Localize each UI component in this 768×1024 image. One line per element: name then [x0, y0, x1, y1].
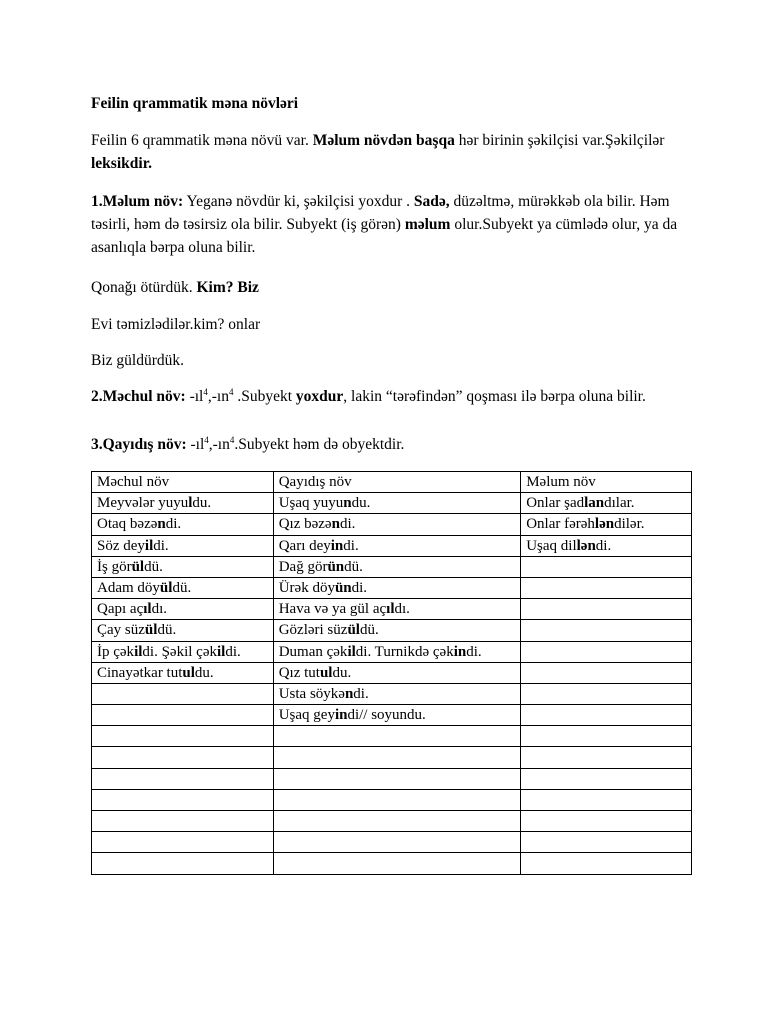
bold-text: il — [216, 643, 226, 660]
text-run: Ürək döy — [278, 579, 335, 596]
malum-cell — [521, 747, 692, 768]
text-run: .Subyekt — [233, 388, 296, 405]
bold-text: 2.Məchul növ: — [91, 388, 186, 405]
bold-text: lan — [584, 495, 605, 512]
qayidis-cell — [273, 641, 521, 662]
text-run: İp çək — [97, 643, 135, 660]
text-run: du. — [192, 495, 212, 512]
machul-cell — [92, 620, 274, 641]
text-run: Evi təmizlədilər.kim? onlar — [91, 316, 261, 333]
text-run: Gözləri süz — [278, 622, 348, 639]
qayidis-cell — [273, 789, 521, 810]
qayidis-cell — [273, 556, 521, 577]
text-run: dü. — [157, 622, 177, 639]
bold-text: in — [334, 707, 348, 724]
qayidis-cell — [273, 811, 521, 832]
text-run: di. Şəkil çək — [142, 643, 217, 660]
qayidis-cell — [273, 768, 521, 789]
bold-text: n — [343, 495, 352, 512]
text-run: Usta söykə — [278, 685, 345, 702]
example-line-2 — [91, 313, 691, 336]
text-run: di. — [595, 537, 612, 554]
malum-cell — [521, 811, 692, 832]
table-row — [92, 683, 692, 704]
bold-text: ul — [319, 664, 333, 681]
text-run: -ıl — [186, 436, 205, 453]
text-run: düzəltmə, mürəkkəb ola bilir. Həm təsirli, həm də təsirsiz ola bilir. Subyekt (iş görən) — [91, 193, 670, 233]
text-run: Söz dey — [97, 537, 145, 554]
text-run: Qapı aç — [97, 601, 144, 618]
text-run: Otaq bəzə — [97, 516, 158, 533]
malum-cell — [521, 705, 692, 726]
text-run: di. — [153, 537, 169, 554]
machul-cell — [92, 556, 274, 577]
qayidis-cell — [273, 662, 521, 683]
bold-text: ül — [159, 579, 173, 596]
text-run: Duman çək — [278, 643, 348, 660]
text-run: dü. — [344, 558, 363, 575]
machul-cell — [92, 493, 274, 514]
header-malum: Məlum növ — [521, 472, 692, 493]
text-run: Cinayətkar tut — [97, 664, 183, 681]
bold-text: ul — [182, 664, 195, 681]
text-run: , lakin “tərəfindən” qoşması ilə bərpa oluna bilir. — [343, 388, 646, 405]
table-row — [92, 768, 692, 789]
text-run: Feilin 6 qrammatik məna növü var. — [91, 132, 313, 149]
bold-text: in — [453, 643, 467, 660]
bold-text: Məlum növdən başqa — [312, 132, 455, 149]
text-run: dılar. — [604, 495, 635, 512]
malum-cell — [521, 768, 692, 789]
text-run: Qız tut — [278, 664, 320, 681]
text-run: dü. — [359, 622, 379, 639]
qayidis-cell — [273, 620, 521, 641]
table-row — [92, 726, 692, 747]
malum-cell — [521, 599, 692, 620]
qayidis-cell — [273, 599, 521, 620]
malum-cell — [521, 683, 692, 704]
text-run: dü. — [172, 579, 192, 596]
machul-cell — [92, 747, 274, 768]
superscript: 4 — [229, 434, 235, 445]
text-run: di. — [165, 516, 182, 533]
table-row — [92, 535, 692, 556]
malum-nov-paragraph — [91, 190, 691, 259]
qayidis-cell — [273, 705, 521, 726]
bold-text: 1.Məlum növ: — [91, 193, 184, 210]
table-row — [92, 599, 692, 620]
verb-voice-table — [91, 471, 692, 875]
malum-cell — [521, 641, 692, 662]
text-run: Uşaq gey — [278, 707, 335, 724]
bold-text: Sadə, — [413, 193, 450, 210]
text-run: Qarı dey — [278, 537, 331, 554]
bold-text: il — [144, 537, 154, 554]
bold-text: ıl — [143, 601, 152, 618]
header-machul: Məchul növ — [92, 472, 274, 493]
bold-text: lən — [594, 516, 615, 533]
intro-paragraph — [91, 129, 691, 175]
text-run: Qız bəzə — [278, 516, 332, 533]
machul-cell — [92, 683, 274, 704]
malum-cell — [521, 535, 692, 556]
text-run: di. — [351, 579, 368, 596]
bold-text: n — [331, 516, 340, 533]
machul-cell — [92, 535, 274, 556]
bold-text: ün — [327, 558, 345, 575]
text-run: di// soyundu. — [347, 707, 426, 724]
machul-cell — [92, 853, 274, 874]
bold-text: l — [188, 495, 193, 512]
bold-text: ül — [347, 622, 360, 639]
text-run: di. — [343, 537, 359, 554]
text-run: dilər. — [614, 516, 645, 533]
bold-text: n — [157, 516, 166, 533]
machul-cell — [92, 768, 274, 789]
bold-text: il — [134, 643, 143, 660]
text-run: İş gör — [97, 558, 132, 575]
machul-cell — [92, 789, 274, 810]
malum-cell — [521, 514, 692, 535]
machul-cell — [92, 705, 274, 726]
table-row — [92, 514, 692, 535]
header-qayidis: Qayıdış növ — [273, 472, 521, 493]
text-run: Hava və ya gül aç — [278, 601, 387, 618]
bold-text: lən — [576, 537, 596, 554]
bold-text: 3.Qayıdış növ: — [91, 436, 187, 453]
text-run: ,-ın — [207, 388, 229, 405]
bold-text: in — [330, 537, 344, 554]
malum-cell — [521, 662, 692, 683]
text-run: ,-ın — [208, 436, 230, 453]
text-run: du. — [351, 495, 371, 512]
machul-cell — [92, 726, 274, 747]
text-run: Biz güldürdük. — [91, 352, 184, 369]
table-row — [92, 556, 692, 577]
example-line-1 — [91, 276, 691, 299]
text-run: Onlar fərəh — [526, 516, 595, 533]
malum-cell — [521, 577, 692, 598]
table-row — [92, 620, 692, 641]
table-row — [92, 662, 692, 683]
bold-text: il — [347, 643, 356, 660]
machul-cell — [92, 832, 274, 853]
qayidis-cell — [273, 535, 521, 556]
example-line-3 — [91, 349, 691, 372]
text-run: di. — [353, 685, 369, 702]
machul-cell — [92, 577, 274, 598]
qayidis-cell — [273, 747, 521, 768]
qayidis-cell — [273, 726, 521, 747]
text-run: du. — [332, 664, 352, 681]
bold-text: ün — [334, 579, 352, 596]
bold-text: məlum — [404, 216, 451, 233]
text-run: Adam döy — [97, 579, 160, 596]
machul-cell — [92, 811, 274, 832]
bold-text: ül — [131, 558, 145, 575]
bold-text: n — [344, 685, 354, 702]
text-run: dı. — [394, 601, 410, 618]
table-row — [92, 705, 692, 726]
text-run: Meyvələr yuyu — [97, 495, 189, 512]
qayidis-cell — [273, 832, 521, 853]
text-run: di. — [225, 643, 241, 660]
superscript: 4 — [228, 386, 234, 397]
text-run: dü. — [144, 558, 163, 575]
malum-cell — [521, 789, 692, 810]
table-row — [92, 811, 692, 832]
text-run: Onlar şad — [526, 495, 585, 512]
machul-nov-paragraph — [91, 385, 691, 408]
bold-text: leksikdir. — [91, 155, 153, 172]
bold-text: ıl — [386, 601, 395, 618]
text-run: Uşaq dil — [526, 537, 577, 554]
qayidis-cell — [273, 683, 521, 704]
bold-text: yoxdur — [295, 388, 344, 405]
table-row — [92, 493, 692, 514]
text-run: .Subyekt həm də obyektdir. — [234, 436, 405, 453]
qayidis-cell — [273, 577, 521, 598]
table-row — [92, 577, 692, 598]
table-row — [92, 789, 692, 810]
superscript: 4 — [203, 386, 208, 397]
page-title: Feilin qrammatik məna növləri — [91, 95, 299, 112]
text-run: di. — [339, 516, 356, 533]
table-row — [92, 853, 692, 874]
text-run: olur.Subyekt ya cümlədə olur, ya da asanlıqla bərpa oluna bilir. — [91, 216, 678, 256]
superscript: 4 — [204, 434, 209, 445]
machul-cell — [92, 641, 274, 662]
table-header-row — [92, 472, 692, 493]
table-row — [92, 747, 692, 768]
bold-text: ül — [144, 622, 158, 639]
text-run: Dağ gör — [278, 558, 328, 575]
malum-cell — [521, 556, 692, 577]
text-run: Qonağı ötürdük. — [91, 279, 197, 296]
text-run: hər birinin şəkilçisi var.Şəkilçilər — [454, 132, 665, 149]
table-body — [92, 493, 692, 874]
text-run: -ıl — [185, 388, 204, 405]
malum-cell — [521, 832, 692, 853]
machul-cell — [92, 599, 274, 620]
malum-cell — [521, 853, 692, 874]
machul-cell — [92, 662, 274, 683]
machul-cell — [92, 514, 274, 535]
text-run: di. Turnikdə çək — [355, 643, 454, 660]
text-run: di. — [466, 643, 482, 660]
qayidis-cell — [273, 514, 521, 535]
text-run: Uşaq yuyu — [278, 495, 344, 512]
text-run: du. — [194, 664, 214, 681]
text-run: Yeganə növdür ki, şəkilçisi yoxdur . — [183, 193, 414, 210]
malum-cell — [521, 620, 692, 641]
text-run: dı. — [151, 601, 167, 618]
text-run: Çay süz — [97, 622, 145, 639]
malum-cell — [521, 493, 692, 514]
qayidis-cell — [273, 493, 521, 514]
table-row — [92, 641, 692, 662]
malum-cell — [521, 726, 692, 747]
qayidis-cell — [273, 853, 521, 874]
table-row — [92, 832, 692, 853]
bold-text: Kim? Biz — [196, 279, 259, 296]
qayidis-nov-paragraph — [91, 433, 691, 456]
